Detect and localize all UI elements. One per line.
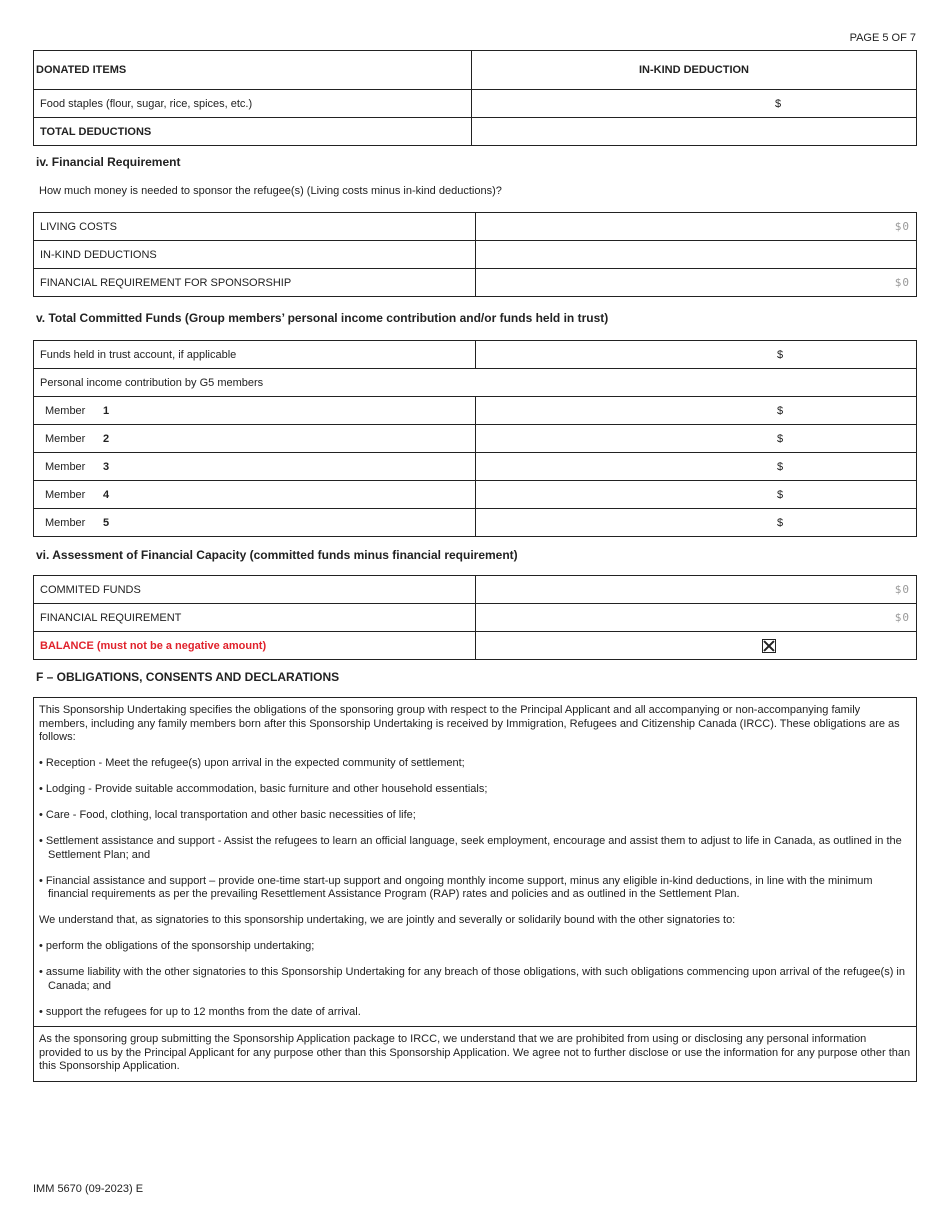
member-row-1 — [34, 397, 476, 425]
signatory-item: • perform the obligations of the sponsorship undertaking; — [39, 940, 315, 952]
page-number: PAGE 5 OF 7 — [849, 32, 916, 44]
member-number: 4 — [103, 488, 110, 501]
member-word: Member — [45, 488, 86, 501]
in-kind-deductions-field[interactable] — [476, 241, 917, 269]
member-1-value: $ — [776, 404, 784, 417]
member-word: Member — [45, 460, 86, 473]
committed-funds-label: COMMITED FUNDS — [34, 576, 476, 604]
member-4-input[interactable] — [476, 481, 917, 509]
balance-field — [476, 632, 917, 660]
obligation-item: • Reception - Meet the refugee(s) upon arrival in the expected community of settlement; — [39, 757, 465, 769]
food-staples-label: Food staples (flour, sugar, rice, spices, etc.) — [34, 90, 472, 118]
food-staples-input[interactable] — [472, 90, 917, 118]
obligation-item: • Care - Food, clothing, local transportation and other basic necessities of life; — [39, 809, 416, 821]
member-word: Member — [45, 516, 86, 529]
member-number: 1 — [103, 404, 110, 417]
member-row-2 — [34, 425, 476, 453]
in-kind-deduction-header: IN-KIND DEDUCTION — [472, 51, 917, 90]
obligations-understand: We understand that, as signatories to this sponsorship undertaking, we are jointly and severally or solidarily bound with the other signatories to: — [39, 914, 736, 926]
obligation-item: • Financial assistance and support – provide one-time start-up support and ongoing monthly income support, minus any eligible in-kind deductions, in line with the minimum financial requirements as per the prevailing Resettlement Assistance Program (RAP) rates and policies and as outlined in the Settlement Plan. — [39, 874, 873, 900]
living-costs-label: LIVING COSTS — [34, 213, 476, 241]
obligations-intro: This Sponsorship Undertaking specifies the obligations of the sponsoring group with respect to the Principal Applicant and all accompanying or non-accompanying family members, including any family members born after this Sponsorship Undertaking is received by Immigration, Refugees and Citizenship Canada (IRCC). These obligations are as follows: — [39, 704, 900, 743]
member-row-4 — [34, 481, 476, 509]
obligations-list-block — [34, 698, 916, 1026]
trust-account-input[interactable] — [476, 341, 917, 369]
committed-funds-title: v. Total Committed Funds (Group members’ personal income contribution and/or funds held in trust) — [36, 311, 609, 325]
obligation-item: • Settlement assistance and support - Assist the refugees to learn an official language, seek employment, encourage and assist them to adjust to life in Canada, as outlined in the Settlement Plan; and — [39, 835, 902, 861]
member-word: Member — [45, 404, 86, 417]
donated-items-header: DONATED ITEMS — [34, 51, 472, 90]
trust-account-value: $ — [776, 348, 784, 361]
signatory-item: • assume liability with the other signatories to this Sponsorship Undertaking for any breach of those obligations, with such obligations commencing upon arrival of the refugee(s) in Canada; and — [39, 966, 905, 992]
financial-requirement-sponsorship-field[interactable]: $0 — [476, 269, 917, 297]
in-kind-deductions-label: IN-KIND DEDUCTIONS — [34, 241, 476, 269]
member-number: 5 — [103, 516, 110, 529]
committed-funds-field[interactable]: $0 — [476, 576, 917, 604]
donated-items-table — [33, 50, 917, 146]
member-1-input[interactable] — [476, 397, 917, 425]
obligations-box — [33, 697, 917, 1082]
assessment-financial-requirement-field[interactable]: $0 — [476, 604, 917, 632]
assessment-table — [33, 575, 917, 660]
member-row-5 — [34, 509, 476, 537]
living-costs-field[interactable]: $0 — [476, 213, 917, 241]
member-word: Member — [45, 432, 86, 445]
financial-requirement-question: How much money is needed to sponsor the refugee(s) (Living costs minus in-kind deductions)? — [39, 185, 502, 197]
member-number: 2 — [103, 432, 110, 445]
obligations-title: F – OBLIGATIONS, CONSENTS AND DECLARATIONS — [36, 670, 340, 684]
trust-account-label: Funds held in trust account, if applicable — [34, 341, 476, 369]
privacy-block — [34, 1026, 916, 1081]
member-3-input[interactable] — [476, 453, 917, 481]
financial-requirement-title: iv. Financial Requirement — [36, 155, 181, 169]
member-3-value: $ — [776, 460, 784, 473]
total-deductions-label: TOTAL DEDUCTIONS — [34, 118, 472, 146]
financial-requirement-table — [33, 212, 917, 297]
signatory-item: • support the refugees for up to 12 months from the date of arrival. — [39, 1005, 361, 1018]
member-2-input[interactable] — [476, 425, 917, 453]
balance-label: BALANCE (must not be a negative amount) — [34, 632, 476, 660]
assessment-financial-requirement-label: FINANCIAL REQUIREMENT — [34, 604, 476, 632]
member-2-value: $ — [776, 432, 784, 445]
member-5-input[interactable] — [476, 509, 917, 537]
member-5-value: $ — [776, 516, 784, 529]
personal-income-label: Personal income contribution by G5 members — [34, 369, 917, 397]
member-row-3 — [34, 453, 476, 481]
member-4-value: $ — [776, 488, 784, 501]
balance-checkbox[interactable] — [762, 639, 776, 653]
financial-requirement-sponsorship-label: FINANCIAL REQUIREMENT FOR SPONSORSHIP — [34, 269, 476, 297]
assessment-title: vi. Assessment of Financial Capacity (committed funds minus financial requirement) — [36, 548, 518, 562]
committed-funds-table — [33, 340, 917, 537]
member-number: 3 — [103, 460, 110, 473]
privacy-statement: As the sponsoring group submitting the Sponsorship Application package to IRCC, we understand that we are prohibited from using or disclosing any personal information provided to us by the Principal Applicant for any purpose other than this Sponsorship Application. We agree not to further disclose or use the information for any purpose other than this Sponsorship Application. — [39, 1033, 911, 1072]
obligation-item: • Lodging - Provide suitable accommodation, basic furniture and other household essentials; — [39, 783, 488, 795]
total-deductions-field[interactable] — [472, 118, 917, 146]
food-staples-value: $ — [774, 97, 782, 110]
form-code-footer: IMM 5670 (09-2023) E — [33, 1183, 144, 1195]
